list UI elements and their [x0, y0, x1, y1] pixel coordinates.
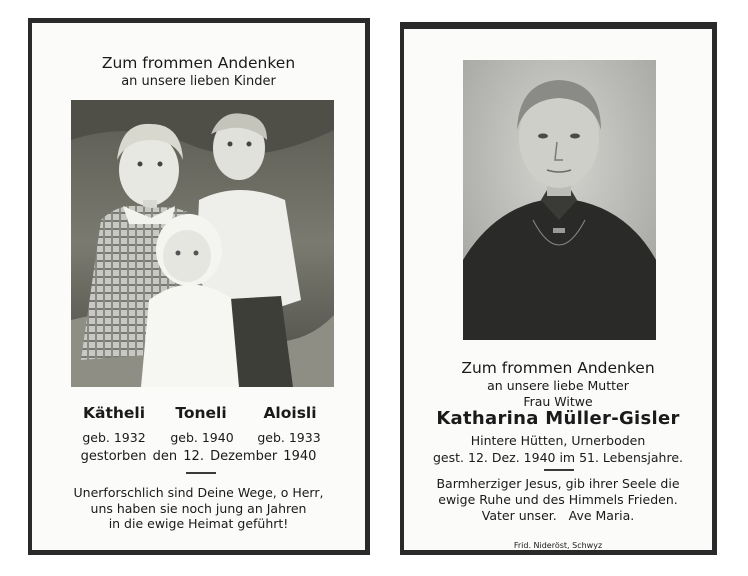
- deceased-name: Katharina Müller-Gisler: [436, 408, 680, 429]
- card-subtitle: an unsere lieben Kinder: [121, 74, 276, 89]
- memorial-verse: [32, 485, 365, 532]
- child-birth-year: geb. 1932: [82, 430, 146, 445]
- prayer-line: Barmherziger Jesus, gib ihrer Seele die: [436, 476, 680, 491]
- verse-line: in die ewige Heimat geführt!: [108, 516, 289, 531]
- dedication-line: an unsere liebe Mutter: [487, 378, 629, 393]
- death-date: gest. 12. Dez. 1940 im 51. Lebensjahre.: [433, 450, 683, 465]
- child-name: Kätheli: [82, 404, 146, 422]
- memorial-card-mother: [400, 22, 717, 555]
- card-title: Zum frommen Andenken: [461, 359, 655, 377]
- children-photo: [71, 100, 334, 387]
- verse-line: Unerforschlich sind Deine Wege, o Herr,: [73, 485, 324, 500]
- children-births: [32, 430, 365, 448]
- death-date: gestorben den 12. Dezember 1940: [80, 449, 317, 464]
- mother-portrait: [463, 60, 656, 340]
- child-name: Toneli: [175, 404, 227, 422]
- child-birth-year: geb. 1940: [170, 430, 234, 445]
- children-names: [32, 404, 365, 426]
- honorific-line: Frau Witwe: [523, 394, 593, 409]
- child-name: Aloisli: [263, 404, 317, 422]
- memorial-card-children: [28, 18, 370, 555]
- prayer-line: ewige Ruhe und des Himmels Frieden.: [438, 492, 678, 507]
- divider: [544, 469, 574, 471]
- verse-line: uns haben sie noch jung an Jahren: [90, 500, 307, 516]
- child-birth-year: geb. 1933: [257, 430, 321, 445]
- closing-prayer: Vater unser. Ave Maria.: [481, 508, 635, 523]
- prayer: [404, 476, 712, 508]
- divider: [186, 472, 216, 474]
- card-title: Zum frommen Andenken: [101, 54, 296, 72]
- residence: Hintere Hütten, Urnerboden: [470, 433, 646, 448]
- printer-credit: Frid. Nideröst, Schwyz: [513, 541, 603, 550]
